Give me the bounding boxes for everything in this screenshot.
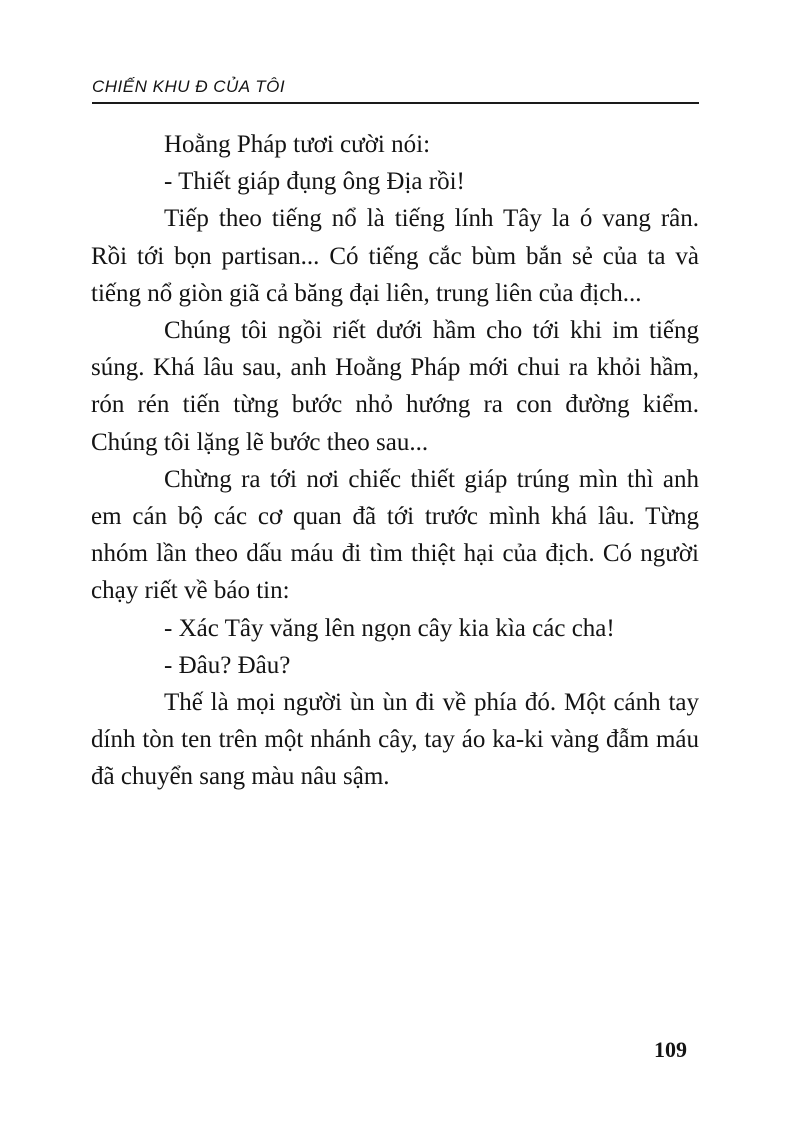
page-body <box>91 126 699 796</box>
running-header <box>92 76 699 104</box>
paragraph: Hoằng Pháp tươi cười nói: <box>164 131 431 158</box>
paragraph: - Thiết giáp đụng ông Địa rồi! <box>164 168 465 196</box>
paragraph: Tiếp theo tiếng nổ là tiếng lính Tây la ó vang rân. Rồi tới bọn partisan... Có tiếng cắc bùm bắn sẻ của ta và tiếng nổ giòn giã cả băng đại liên, trung liên của địch... <box>91 205 699 307</box>
paragraph: Chúng tôi ngồi riết dưới hầm cho tới khi im tiếng súng. Khá lâu sau, anh Hoằng Pháp mới chui ra khỏi hầm, rón rén tiến từng bước nhỏ hướng ra con đường kiểm. Chúng tôi lặng lẽ bước theo sau... <box>91 317 699 456</box>
paragraph: - Đâu? Đâu? <box>164 651 291 679</box>
running-header-title: CHIẾN KHU Đ CỦA TÔI <box>92 77 286 96</box>
paragraph: Thế là mọi người ùn ùn đi về phía đó. Một cánh tay dính tòn ten trên một nhánh cây, tay áo ka-ki vàng đẫm máu đã chuyển sang màu nâu sậm. <box>91 689 699 791</box>
paragraph: Chừng ra tới nơi chiếc thiết giáp trúng mìn thì anh em cán bộ các cơ quan đã tới trước mình khá lâu. Từng nhóm lần theo dấu máu đi tìm thiệt hại của địch. Có người chạy riết về báo tin: <box>91 465 699 605</box>
paragraph: - Xác Tây văng lên ngọn cây kia kìa các cha! <box>164 614 615 642</box>
page-number: 109 <box>654 1037 687 1062</box>
